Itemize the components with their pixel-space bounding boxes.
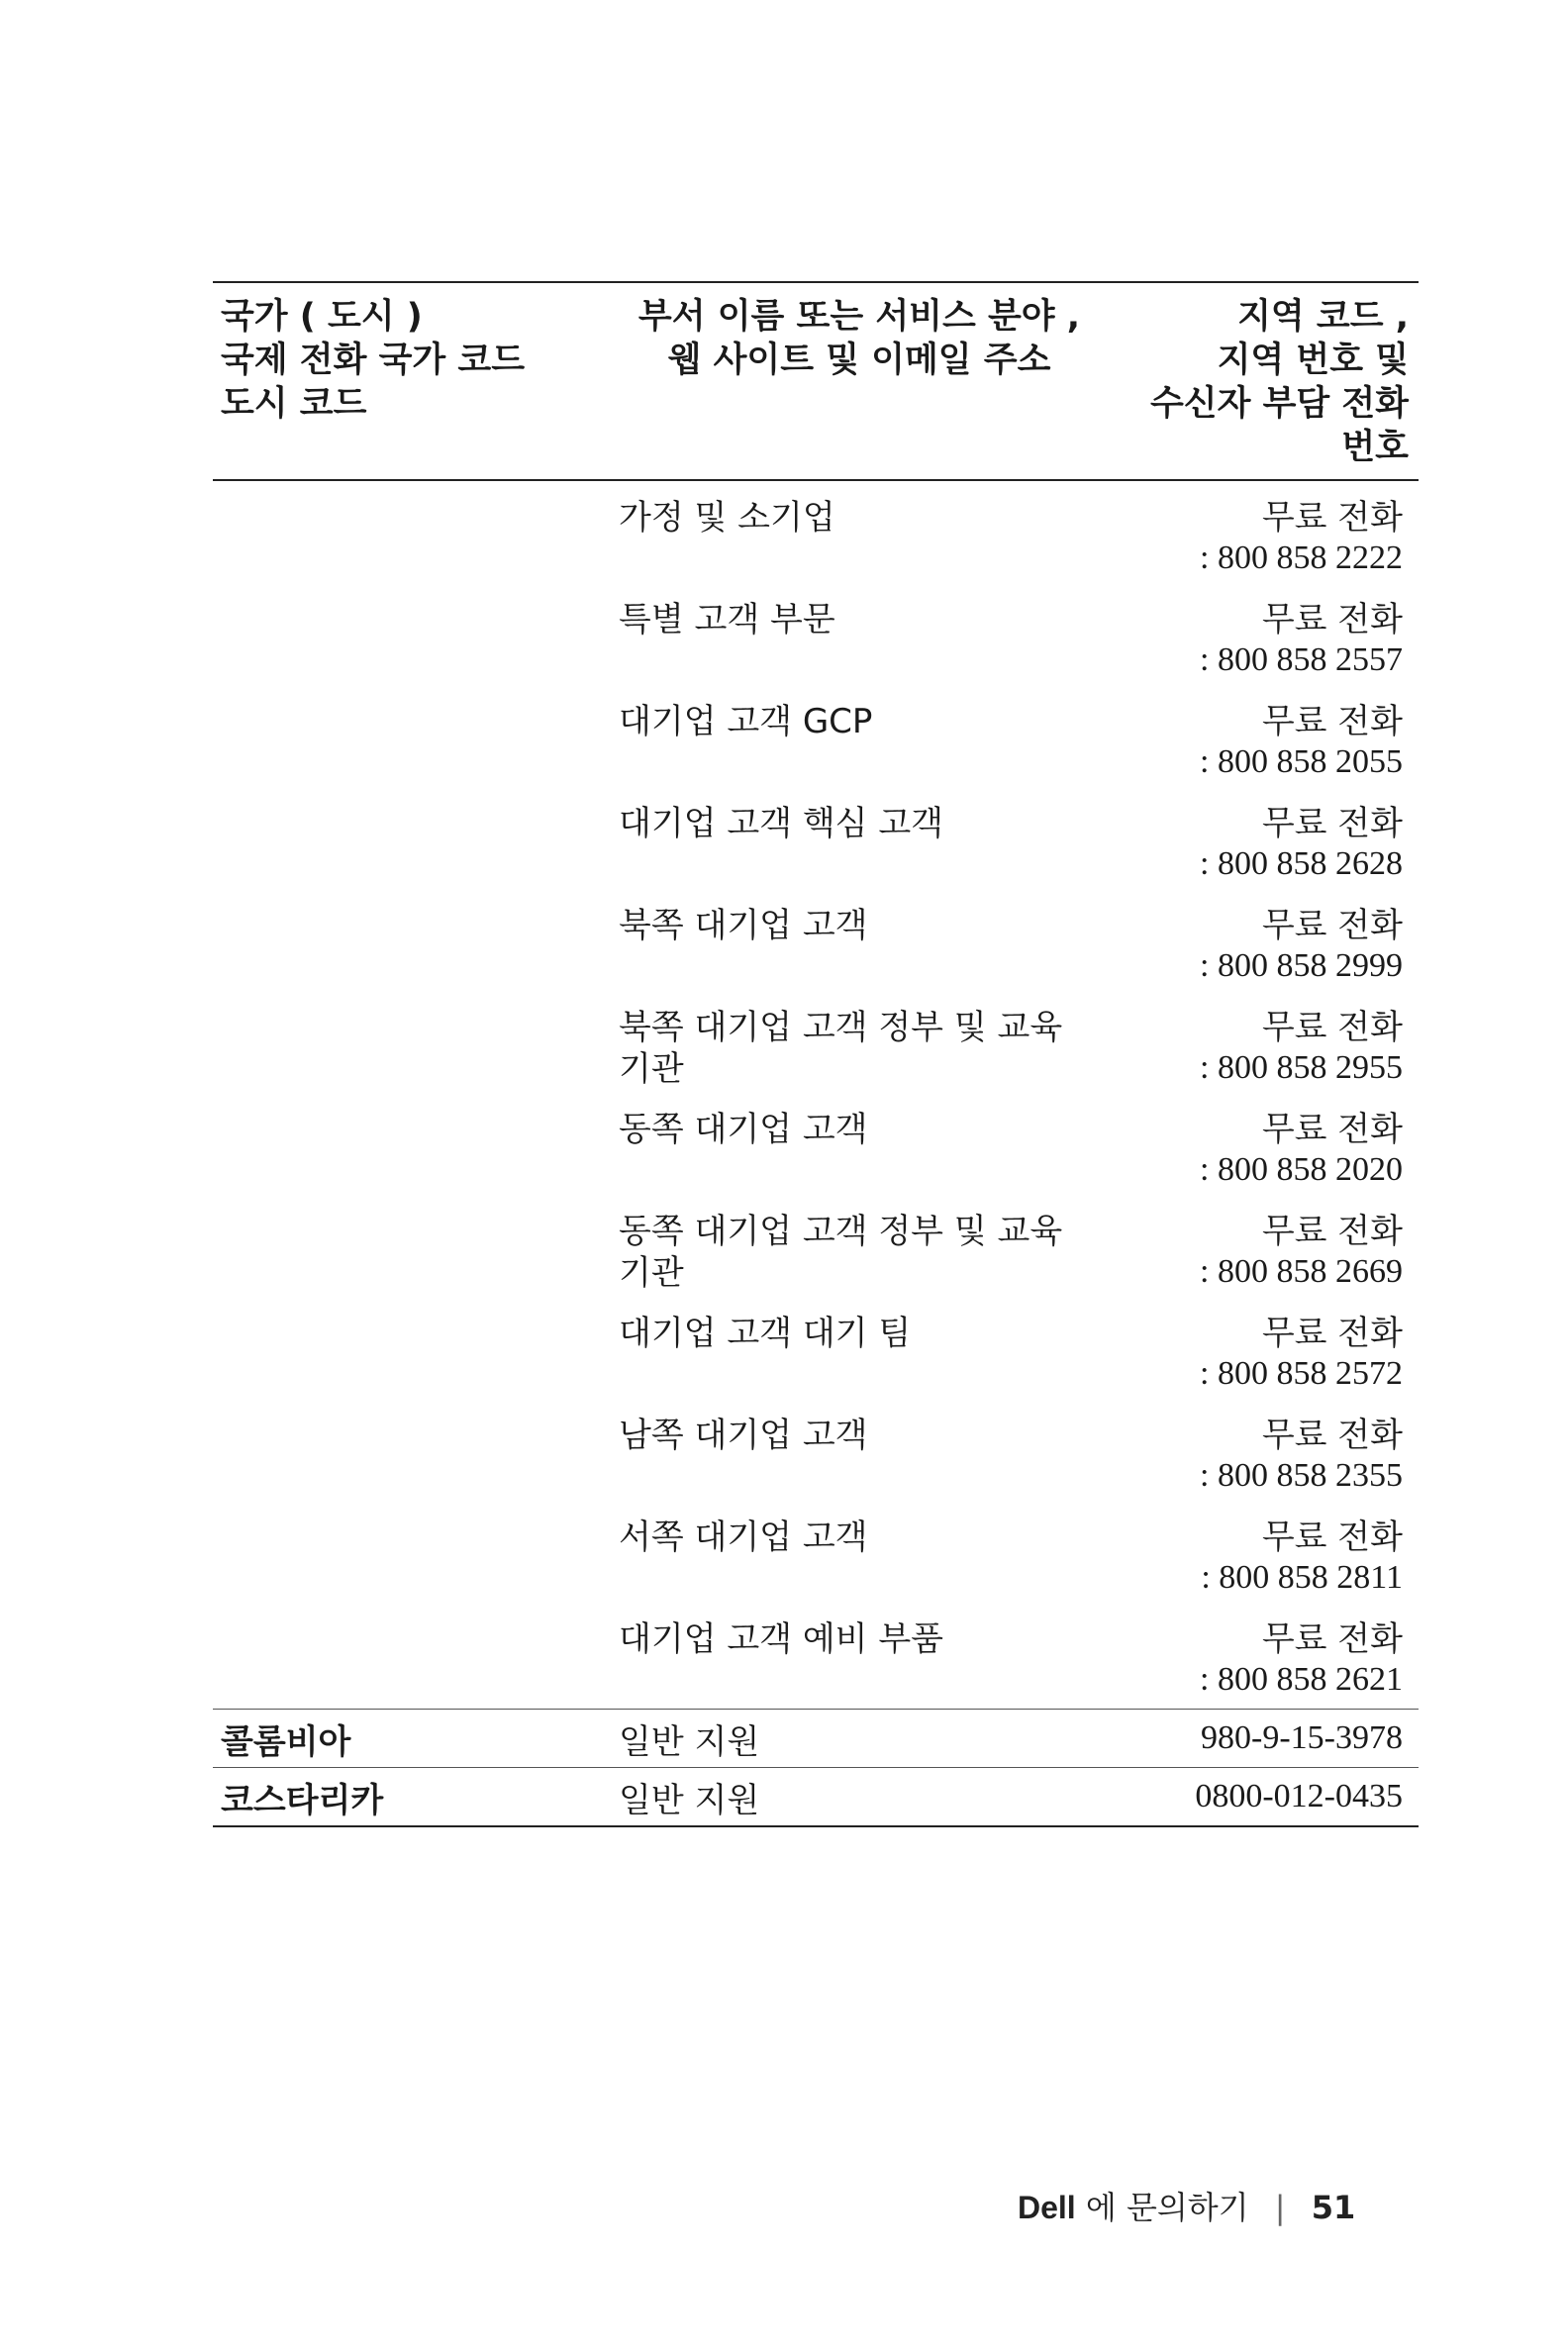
table-row xyxy=(213,689,1419,791)
department-name xyxy=(619,1505,1094,1607)
phone-number: : 800 858 2669 xyxy=(1200,1253,1403,1290)
department-text: 대기업 고객 예비 부품 xyxy=(619,1619,944,1659)
phone-number: : 800 858 2628 xyxy=(1200,845,1403,882)
department-text: 대기업 고객 대기 팀 xyxy=(619,1314,912,1353)
department-name: 일반 지원 xyxy=(619,1780,760,1820)
country-row xyxy=(213,1709,1419,1767)
phone-number: : 800 858 2811 xyxy=(1201,1559,1403,1596)
department-text: 서쪽 대기업 고객 xyxy=(619,1518,868,1557)
footer-separator: | xyxy=(1274,2189,1286,2226)
department-text: 기관 xyxy=(619,1049,684,1089)
toll-free-label: 무료 전화 xyxy=(1261,1416,1403,1455)
department-text: 북쪽 대기업 고객 정부 및 교육 xyxy=(619,1008,1063,1047)
toll-free-label: 무료 전화 xyxy=(1261,1518,1403,1557)
country-row xyxy=(213,1767,1419,1825)
header-department xyxy=(622,295,1097,469)
table-header xyxy=(213,283,1419,481)
header-text: 지역 코드 , xyxy=(1237,297,1409,337)
table-row xyxy=(213,893,1419,995)
header-text: 국제 전화 국가 코드 xyxy=(221,341,526,380)
department-name: 일반 지원 xyxy=(619,1721,760,1762)
toll-free-label: 무료 전화 xyxy=(1261,1212,1403,1251)
header-text: 번호 xyxy=(1341,428,1409,467)
table-row xyxy=(213,1097,1419,1199)
phone-number: 980-9-15-3978 xyxy=(1201,1719,1403,1756)
page-number: 51 xyxy=(1311,2189,1356,2226)
table-row xyxy=(213,1607,1419,1709)
phone-number: : 800 858 2222 xyxy=(1200,539,1403,576)
department-name xyxy=(619,1301,1094,1403)
phone-number: : 800 858 2999 xyxy=(1200,947,1403,984)
phone-number: : 800 858 2055 xyxy=(1200,743,1403,780)
toll-free-label: 무료 전화 xyxy=(1261,1110,1403,1149)
toll-free-label: 무료 전화 xyxy=(1261,804,1403,843)
country-name: 콜롬비아 xyxy=(221,1721,351,1762)
toll-free-label: 무료 전화 xyxy=(1261,1314,1403,1353)
table-row xyxy=(213,1403,1419,1505)
table-row xyxy=(213,1505,1419,1607)
page-footer xyxy=(1018,2183,1355,2228)
header-country xyxy=(213,295,622,469)
department-name xyxy=(619,1199,1094,1301)
header-text: 도시 코드 xyxy=(221,384,367,424)
department-text: 대기업 고객 핵심 고객 xyxy=(619,804,944,843)
department-name xyxy=(619,791,1094,893)
department-name xyxy=(619,1403,1094,1505)
header-text: 지역 번호 및 xyxy=(1217,341,1409,380)
phone-number: : 800 858 2557 xyxy=(1200,641,1403,678)
department-name xyxy=(619,1607,1094,1709)
department-text: 남쪽 대기업 고객 xyxy=(619,1416,868,1455)
table-row xyxy=(213,791,1419,893)
toll-free-label: 무료 전화 xyxy=(1261,600,1403,639)
toll-free-label: 무료 전화 xyxy=(1261,702,1403,741)
phone-number: : 800 858 2020 xyxy=(1200,1151,1403,1188)
department-text: 동쪽 대기업 고객 xyxy=(619,1110,868,1149)
phone-number: : 800 858 2572 xyxy=(1200,1355,1403,1392)
table-row xyxy=(213,1301,1419,1403)
footer-text: 에 문의하기 xyxy=(1085,2189,1249,2226)
header-text: 웹 사이트 및 이메일 주소 xyxy=(667,341,1051,380)
department-name xyxy=(619,1097,1094,1199)
table-row xyxy=(213,995,1419,1097)
table-row xyxy=(213,485,1419,587)
header-text: 수신자 부담 전화 xyxy=(1149,384,1409,424)
department-name xyxy=(619,485,1094,587)
header-text: 국가 ( 도시 ) xyxy=(221,297,423,337)
toll-free-label: 무료 전화 xyxy=(1261,906,1403,945)
phone-number: 0800-012-0435 xyxy=(1195,1778,1403,1814)
phone-number: : 800 858 2621 xyxy=(1200,1661,1403,1698)
department-name xyxy=(619,689,1094,791)
phone-number: : 800 858 2355 xyxy=(1200,1457,1403,1494)
country-name: 코스타리카 xyxy=(221,1780,384,1820)
table-row xyxy=(213,587,1419,689)
department-text: 대기업 고객 GCP xyxy=(619,702,873,741)
toll-free-label: 무료 전화 xyxy=(1261,1008,1403,1047)
department-text: 기관 xyxy=(619,1253,684,1293)
toll-free-label: 무료 전화 xyxy=(1261,1619,1403,1659)
department-name xyxy=(619,587,1094,689)
toll-free-label: 무료 전화 xyxy=(1261,498,1403,538)
footer-brand: Dell xyxy=(1018,2190,1076,2225)
department-text: 북쪽 대기업 고객 xyxy=(619,906,868,945)
department-name xyxy=(619,995,1094,1097)
table-row xyxy=(213,1199,1419,1301)
header-text: 부서 이름 또는 서비스 분야 , xyxy=(637,297,1081,337)
header-phone xyxy=(1097,295,1419,469)
phone-number: : 800 858 2955 xyxy=(1200,1049,1403,1086)
department-text: 가정 및 소기업 xyxy=(619,498,835,538)
contact-table xyxy=(213,281,1419,1827)
department-text: 특별 고객 부문 xyxy=(619,600,835,639)
department-name xyxy=(619,893,1094,995)
department-text: 동쪽 대기업 고객 정부 및 교육 xyxy=(619,1212,1063,1251)
table-body xyxy=(213,481,1419,1825)
